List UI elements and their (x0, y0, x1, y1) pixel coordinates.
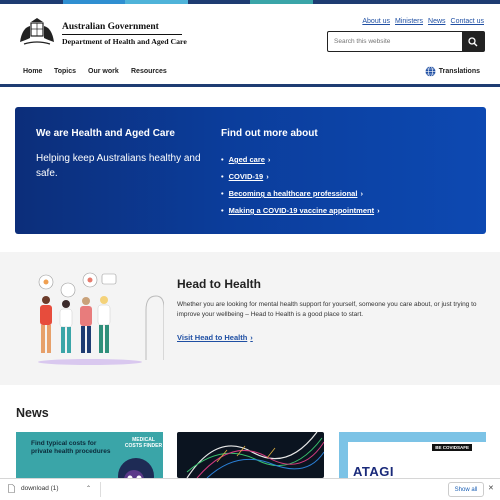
find-out-more-title: Find out more about (221, 128, 318, 139)
nav-topics[interactable]: Topics (54, 68, 77, 75)
be-covidsafe-badge: BE COVIDSAFE (432, 444, 472, 451)
hero-banner (15, 107, 486, 234)
search-input[interactable] (328, 32, 462, 51)
vaccine-appointment-link[interactable]: Making a COVID-19 vaccine appointment (228, 206, 375, 215)
file-icon (8, 484, 15, 493)
visit-head-to-health-link[interactable] (177, 333, 253, 342)
chevron-right-icon: › (360, 189, 363, 198)
close-icon[interactable]: ✕ (488, 485, 494, 492)
list-item: • Making a COVID-19 vaccine appointment › (221, 206, 380, 215)
search-box (327, 31, 485, 52)
government-name: Australian Government (62, 22, 159, 32)
nav-our-work[interactable]: Our work (88, 68, 119, 75)
news-heading: News (16, 406, 49, 420)
list-item: • Aged care › (221, 155, 271, 164)
people-walking-illustration (28, 270, 164, 368)
chevron-right-icon: › (266, 172, 269, 181)
site-header (0, 4, 500, 60)
download-file-name: download (1) (21, 485, 59, 492)
card-image-text: Find typical costs for private health procedures (31, 440, 111, 455)
news-card-atagi[interactable] (339, 432, 486, 478)
head-to-health-title: Head to Health (177, 277, 262, 291)
hero-title: We are Health and Aged Care (36, 128, 175, 139)
nav-home[interactable]: Home (23, 68, 43, 75)
healthcare-professional-link[interactable]: Becoming a healthcare professional (228, 189, 358, 198)
translations-label: Translations (438, 68, 480, 75)
translations-button[interactable] (425, 66, 480, 77)
visit-link-label: Visit Head to Health (177, 333, 248, 342)
download-separator (100, 482, 101, 497)
contact-us-link[interactable]: Contact us (450, 18, 484, 25)
news-link[interactable]: News (428, 18, 446, 25)
globe-icon (425, 66, 436, 77)
dna-helix-image (177, 432, 324, 478)
coat-of-arms-icon[interactable] (16, 16, 58, 48)
search-button[interactable] (462, 32, 484, 51)
covid-19-link[interactable]: COVID-19 (228, 172, 264, 181)
aged-care-link[interactable]: Aged care (228, 155, 265, 164)
utility-links (362, 18, 484, 25)
about-us-link[interactable]: About us (362, 18, 390, 25)
header-divider (62, 34, 182, 35)
news-card-medical-costs[interactable] (16, 432, 163, 478)
atagi-text: ATAGI (353, 464, 395, 478)
main-navigation (0, 62, 500, 84)
department-name: Department of Health and Aged Care (62, 37, 187, 46)
chevron-up-icon[interactable]: ⌃ (86, 486, 92, 492)
search-icon (468, 37, 478, 47)
head-to-health-section (0, 252, 500, 385)
ministers-link[interactable]: Ministers (395, 18, 424, 25)
find-out-more-list (221, 151, 380, 219)
chevron-right-icon: › (250, 333, 253, 342)
download-bar (0, 478, 500, 500)
chevron-right-icon: › (377, 206, 380, 215)
person-illustration (106, 442, 163, 478)
list-item: • Becoming a healthcare professional › (221, 189, 363, 198)
list-item: • COVID-19 › (221, 172, 269, 181)
hero-subtitle: Helping keep Australians healthy and safe. (36, 153, 201, 179)
news-card-dna[interactable] (177, 432, 324, 478)
head-to-health-text: Whether you are looking for mental health support for yourself, someone you care about, or just trying to improve your wellbeing – Head to Health is a good place to start. (177, 301, 477, 318)
nav-rule (0, 84, 500, 87)
show-all-button[interactable]: Show all (448, 482, 484, 497)
chevron-right-icon: › (267, 155, 271, 164)
medical-costs-finder-tag: MEDICAL COSTS FINDER (124, 437, 163, 449)
nav-resources[interactable]: Resources (131, 68, 167, 75)
download-item[interactable] (8, 484, 59, 493)
